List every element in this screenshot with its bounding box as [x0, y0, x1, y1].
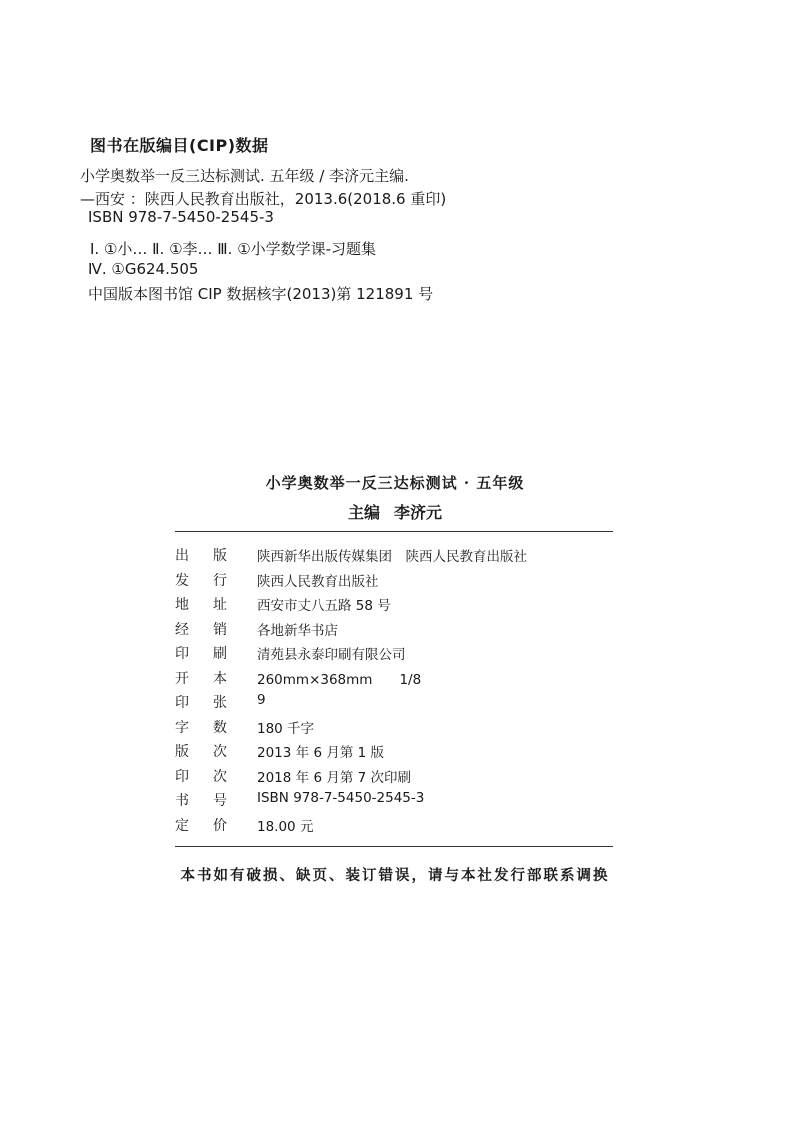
row-value: 18.00 元 — [257, 818, 314, 835]
colophon-row — [175, 790, 615, 815]
row-value: 2013 年 6 月第 1 版 — [257, 745, 384, 761]
editor-label: 主编 — [347, 503, 380, 522]
colophon-row — [175, 545, 615, 570]
row-label: 书 号 — [175, 793, 227, 809]
colophon-row — [175, 619, 615, 644]
cip-isbn-line: ISBN 978-7-5450-2545-3 — [88, 208, 274, 226]
replacement-notice: 本书如有破损、缺页、装订错误，请与本社发行部联系调换 — [180, 867, 610, 884]
row-value: 各地新华书店 — [257, 622, 338, 639]
row-label: 发 行 — [175, 572, 227, 589]
colophon-row — [175, 717, 615, 742]
book-title: 小学奥数举一反三达标测试 · 五年级 — [265, 474, 525, 492]
row-value: 陕西人民教育出版社 — [257, 573, 379, 590]
row-value: 260mm×368mm 1/8 — [257, 671, 422, 688]
colophon-row — [175, 570, 615, 595]
colophon-row — [175, 741, 615, 766]
cip-publisher-line: —西安 ：陕西人民教育出版社，2013.6(2018.6 重印) — [80, 190, 447, 208]
row-value: 清苑县永泰印刷有限公司 — [257, 647, 406, 663]
editor-name: 李济元 — [394, 503, 443, 522]
cip-subject-line: Ⅰ. ①小… Ⅱ. ①李… Ⅲ. ①小学数学课-习题集 — [90, 240, 377, 258]
divider-bottom — [175, 846, 613, 847]
colophon-row — [175, 766, 615, 791]
row-label: 版 次 — [175, 744, 227, 760]
colophon-table — [175, 545, 615, 839]
row-label: 印 次 — [175, 768, 227, 785]
colophon-row — [175, 594, 615, 619]
row-value: 9 — [257, 692, 266, 708]
row-label: 地 址 — [175, 597, 227, 613]
row-value: 2018 年 6 月第 7 次印刷 — [257, 769, 411, 786]
colophon-row — [175, 668, 615, 693]
row-label: 定 价 — [175, 817, 227, 834]
row-value: 陕西新华出版传媒集团 陕西人民教育出版社 — [257, 549, 527, 565]
cip-heading: 图书在版编目(CIP)数据 — [90, 136, 269, 155]
row-label: 开 本 — [175, 670, 227, 687]
cip-title-line: 小学奥数举一反三达标测试. 五年级 / 李济元主编. — [80, 167, 409, 185]
row-label: 印 刷 — [175, 646, 227, 662]
row-label: 经 销 — [175, 621, 227, 638]
row-value: 180 千字 — [257, 720, 315, 737]
cip-classification-line: Ⅳ. ①G624.505 — [88, 260, 199, 278]
editor-line — [0, 500, 790, 523]
row-label: 字 数 — [175, 719, 227, 736]
divider-top — [175, 531, 613, 532]
row-label: 出 版 — [175, 548, 227, 564]
colophon-row — [175, 815, 615, 840]
colophon-row — [175, 692, 615, 717]
row-label: 印 张 — [175, 695, 227, 711]
row-value: ISBN 978-7-5450-2545-3 — [257, 790, 425, 806]
cip-record-number: 中国版本图书馆 CIP 数据核字(2013)第 121891 号 — [88, 285, 434, 303]
colophon-row — [175, 643, 615, 668]
row-value: 西安市丈八五路 58 号 — [257, 598, 391, 614]
